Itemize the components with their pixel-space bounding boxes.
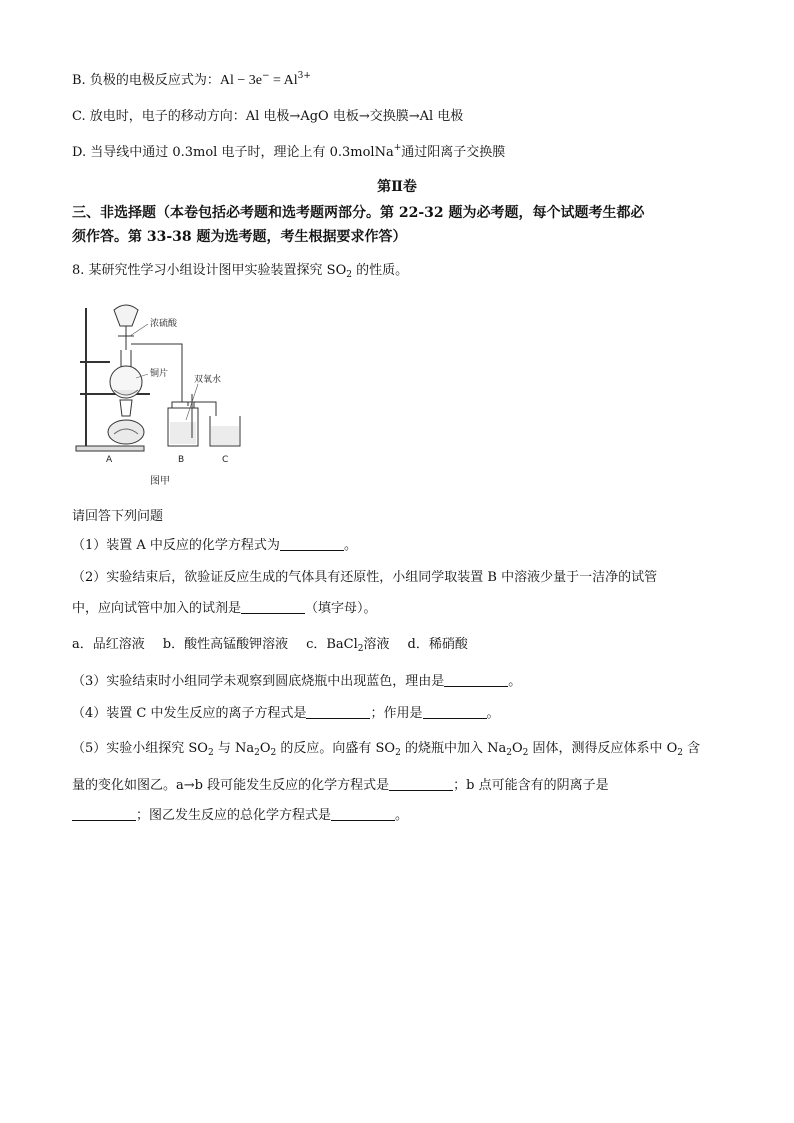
q5-text-7: 固体，测得反应体系中 O: [528, 741, 678, 756]
stand-base: [76, 446, 144, 451]
question-1: [72, 537, 357, 555]
answer-prompt: 请回答下列问题: [72, 509, 164, 524]
q4-prefix: （4）装置 C 中发生反应的离子方程式是: [72, 706, 307, 721]
choice-d-suffix: 通过阳离子交换膜: [401, 145, 506, 160]
question-2-line2: [72, 600, 377, 618]
label-acid: 浓硫酸: [150, 319, 178, 329]
q4-mid: ；作用是: [370, 706, 423, 721]
question-2-line1: （2）实验结束后，欲验证反应生成的气体具有还原性，小组同学取装置 B 中溶液少量于一洁净的试管: [72, 570, 658, 585]
question-5-line1: [72, 740, 700, 758]
q5-sub-5: 2: [506, 748, 512, 758]
section-heading-line1: 三、非选择题（本卷包括必考题和选考题两部分。第 22-32 题为必考题，每个试题考生都必: [72, 205, 645, 221]
q5-sub-4: 2: [395, 748, 401, 758]
q8-intro-sub: 2: [346, 270, 352, 280]
apparatus-figure: [74, 298, 254, 490]
label-a: A: [106, 455, 113, 465]
question-5-line2: [72, 777, 609, 795]
option-b: b．酸性高锰酸钾溶液: [162, 637, 289, 652]
burner-flame: [120, 400, 132, 416]
choice-d-sup: +: [393, 143, 402, 153]
alcohol-lamp: [108, 420, 144, 444]
choice-b-rhs-sup: 3+: [297, 71, 311, 81]
label-copper: 铜片: [150, 369, 169, 379]
q5-text-4: 的反应。向盛有 SO: [276, 741, 396, 756]
q8-intro-prefix: 8. 某研究性学习小组设计图甲实验装置探究 SO: [72, 263, 347, 278]
q5-text-1: （5）实验小组探究 SO: [72, 741, 208, 756]
q2-answer-blank[interactable]: [241, 601, 305, 614]
option-c-suffix: 溶液: [363, 637, 390, 652]
q2-options: [72, 636, 468, 654]
section-volume-title: 第Ⅱ卷: [377, 179, 417, 195]
q3-suffix: 。: [508, 674, 522, 689]
q2-prefix: 中，应向试管中加入的试剂是: [72, 601, 242, 616]
choice-b-lhs-sup: −: [261, 71, 270, 81]
figure-caption: 图甲: [150, 476, 170, 487]
choice-b-lhs: Al − 3e: [219, 73, 262, 88]
q5-sub-3: 2: [270, 748, 277, 758]
option-d: d．稀硝酸: [407, 637, 468, 652]
q4-equation-blank[interactable]: [306, 706, 370, 719]
label-b: B: [178, 455, 185, 465]
q2-suffix: （填字母）。: [305, 601, 377, 616]
q4-suffix: 。: [486, 706, 500, 721]
q5-sub-7: 2: [677, 748, 684, 758]
option-c-prefix: c．BaCl: [306, 637, 358, 652]
q8-intro: [72, 262, 408, 280]
choice-d-prefix: D. 当导线中通过 0.3mol 电子时，理论上有 0.3molNa: [72, 145, 394, 160]
choice-c: C. 放电时，电子的移动方向：Al 电极→AgO 电板→交换膜→Al 电极: [72, 109, 464, 124]
q5-text-6: O: [511, 741, 523, 756]
q3-prefix: （3）实验结束时小组同学未观察到圆底烧瓶中出现蓝色，理由是: [72, 674, 445, 689]
question-3: [72, 673, 521, 691]
q5-line3-suffix: 。: [395, 808, 409, 823]
section-heading-line2: 须作答。第 33-38 题为选考题，考生根据要求作答）: [72, 229, 407, 245]
separatory-funnel: [114, 305, 138, 326]
q1-suffix: 。: [343, 538, 357, 553]
label-h2o2: 双氧水: [194, 375, 222, 385]
q5-anion-blank[interactable]: [72, 808, 136, 821]
q5-equation-blank[interactable]: [389, 778, 453, 791]
choice-d: [72, 144, 505, 162]
q8-intro-suffix: 的性质。: [351, 263, 409, 278]
choice-b: [72, 72, 311, 90]
q3-answer-blank[interactable]: [444, 674, 508, 687]
q5-line2-mid: ；b 点可能含有的阴离子是: [453, 778, 609, 793]
q1-answer-blank[interactable]: [280, 538, 344, 551]
q1-prefix: （1）装置 A 中反应的化学方程式为: [72, 538, 280, 553]
choice-b-mid: = Al: [269, 73, 298, 88]
option-c-sub: 2: [357, 644, 364, 654]
q4-purpose-blank[interactable]: [423, 706, 487, 719]
q5-sub-2: 2: [254, 748, 260, 758]
label-c: C: [222, 455, 229, 465]
q5-text-5: 的烧瓶中加入 Na: [400, 741, 507, 756]
question-5-line3: [72, 807, 408, 825]
choice-b-prefix: B. 负极的电极反应式为：: [72, 73, 220, 88]
q5-line3-mid: ；图乙发生反应的总化学方程式是: [136, 808, 332, 823]
q5-sub-1: 2: [207, 748, 214, 758]
q5-text-3: O: [259, 741, 271, 756]
q5-line2-prefix: 量的变化如图乙。a→b 段可能发生反应的化学方程式是: [72, 778, 390, 793]
q5-text-2: 与 Na: [213, 741, 255, 756]
q5-text-8: 含: [683, 741, 701, 756]
question-4: [72, 705, 500, 723]
option-c: [306, 637, 389, 652]
q5-total-equation-blank[interactable]: [331, 808, 395, 821]
q5-sub-6: 2: [522, 748, 529, 758]
option-a: a．品红溶液: [72, 637, 145, 652]
